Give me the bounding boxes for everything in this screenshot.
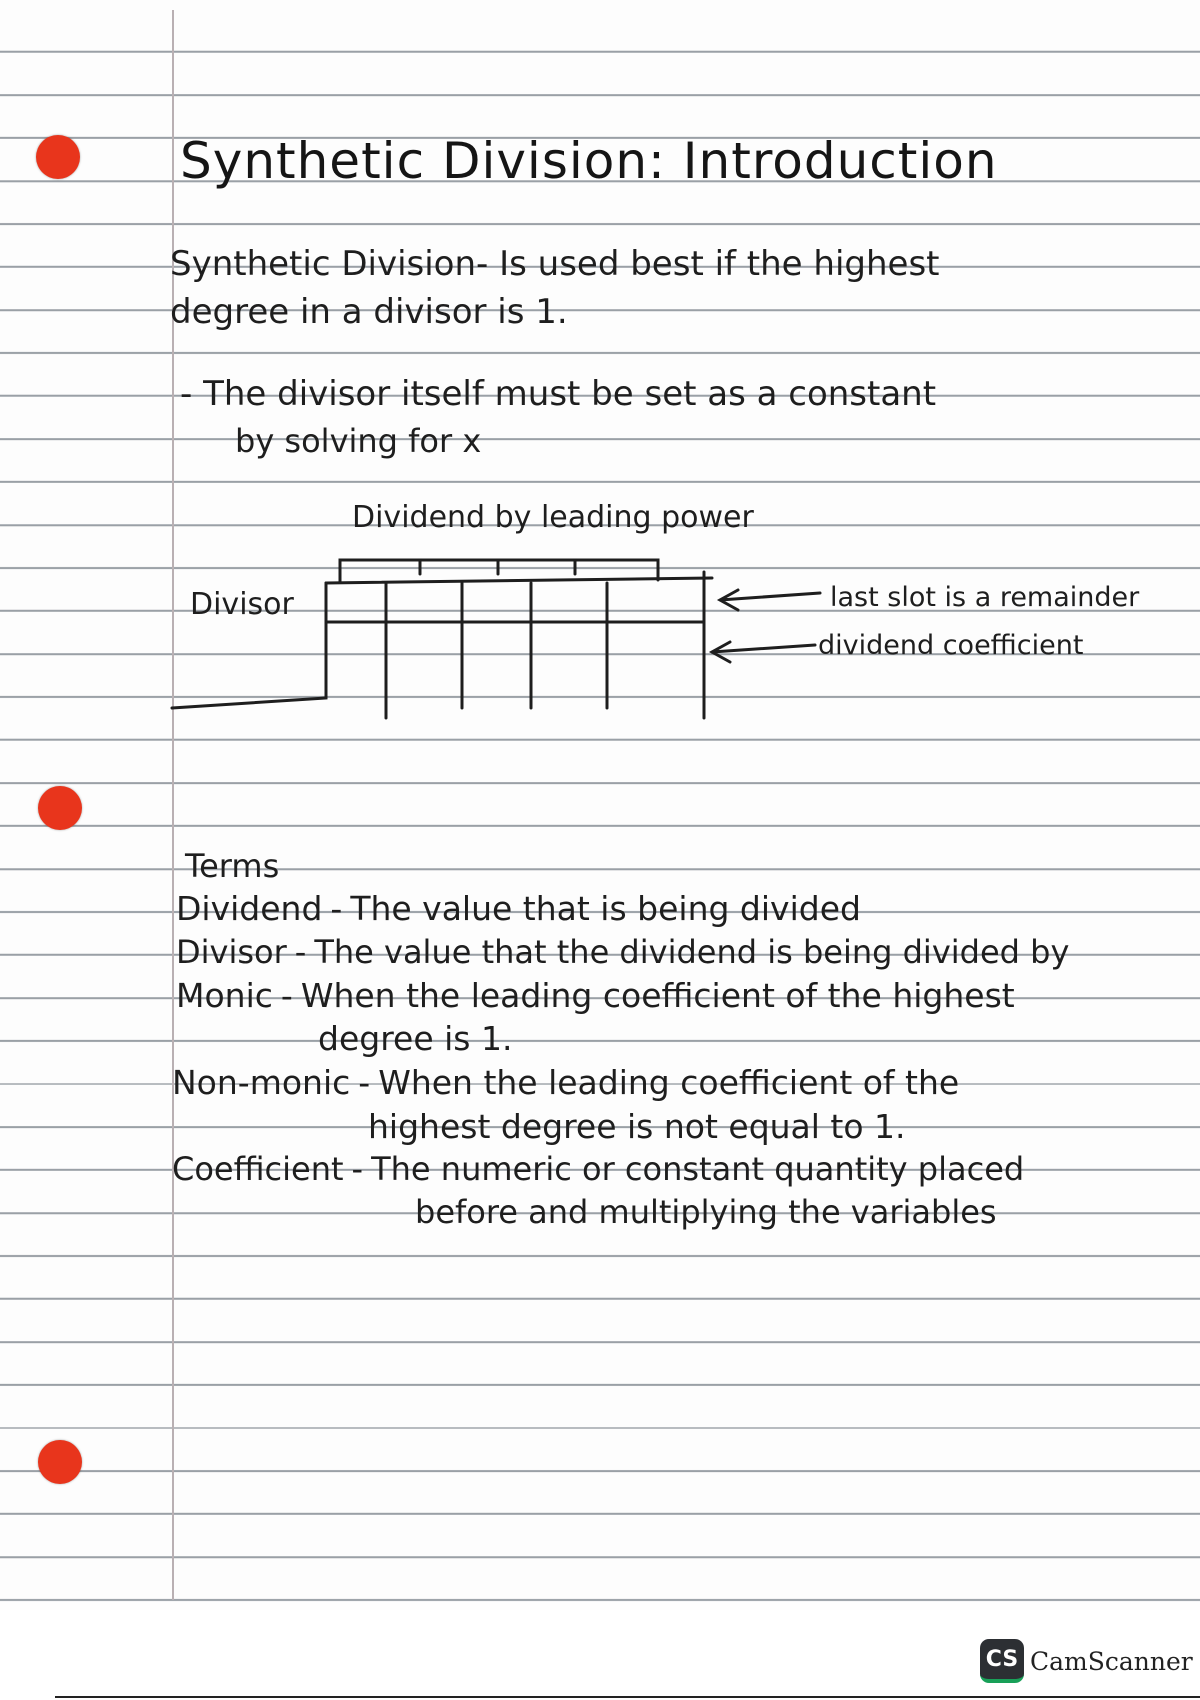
camscanner-logo-icon: CS bbox=[980, 1639, 1024, 1683]
term-non-monic-continuation: highest degree is not equal to 1. bbox=[368, 1107, 906, 1146]
bullet-line-2: by solving for x bbox=[235, 422, 482, 460]
page-title: Synthetic Division: Introduction bbox=[180, 132, 998, 190]
watermark-text: CamScanner bbox=[1030, 1646, 1193, 1676]
term-non-monic bbox=[172, 1063, 959, 1102]
definition-line-2: degree in a divisor is 1. bbox=[170, 292, 568, 332]
term-dash: - bbox=[358, 1063, 371, 1102]
term-definition: When the leading coefficient of the highest bbox=[300, 976, 1015, 1015]
coefficient-arrow bbox=[712, 642, 815, 662]
table-top-line bbox=[326, 578, 712, 583]
term-dash: - bbox=[330, 889, 343, 928]
camscanner-watermark bbox=[980, 1638, 1193, 1684]
definition-line-1: Synthetic Division- Is used best if the highest bbox=[170, 244, 940, 284]
term-word: Monic bbox=[176, 976, 273, 1015]
term-word: Divisor bbox=[176, 933, 287, 971]
remainder-note: last slot is a remainder bbox=[830, 582, 1140, 613]
term-word: Coefficient bbox=[172, 1150, 344, 1188]
term-coefficient bbox=[172, 1150, 1024, 1188]
term-coefficient-continuation: before and multiplying the variables bbox=[415, 1193, 997, 1231]
term-monic bbox=[176, 976, 1015, 1015]
term-dash: - bbox=[294, 933, 307, 971]
term-definition: The numeric or constant quantity placed bbox=[371, 1150, 1025, 1188]
term-word: Non-monic bbox=[172, 1063, 351, 1102]
term-dividend bbox=[176, 889, 861, 928]
terms-heading: Terms bbox=[185, 847, 280, 885]
binder-hole-middle bbox=[38, 786, 82, 830]
term-divisor bbox=[176, 933, 1069, 971]
term-definition: The value that the dividend is being divided by bbox=[314, 933, 1070, 971]
remainder-arrow bbox=[720, 590, 820, 610]
term-definition: When the leading coefficient of the bbox=[378, 1063, 960, 1102]
bottom-rule bbox=[55, 1696, 1200, 1698]
term-dash: - bbox=[280, 976, 293, 1015]
coefficient-note: dividend coefficient bbox=[818, 630, 1084, 661]
term-dash: - bbox=[351, 1150, 364, 1188]
dividend-label: Dividend by leading power bbox=[352, 500, 754, 535]
divisor-label: Divisor bbox=[190, 587, 294, 622]
binder-hole-bottom bbox=[38, 1440, 82, 1484]
term-definition: The value that is being divided bbox=[350, 889, 861, 928]
bullet-line-1: - The divisor itself must be set as a constant bbox=[180, 374, 937, 414]
term-word: Dividend bbox=[176, 889, 323, 928]
term-monic-continuation: degree is 1. bbox=[318, 1019, 513, 1058]
